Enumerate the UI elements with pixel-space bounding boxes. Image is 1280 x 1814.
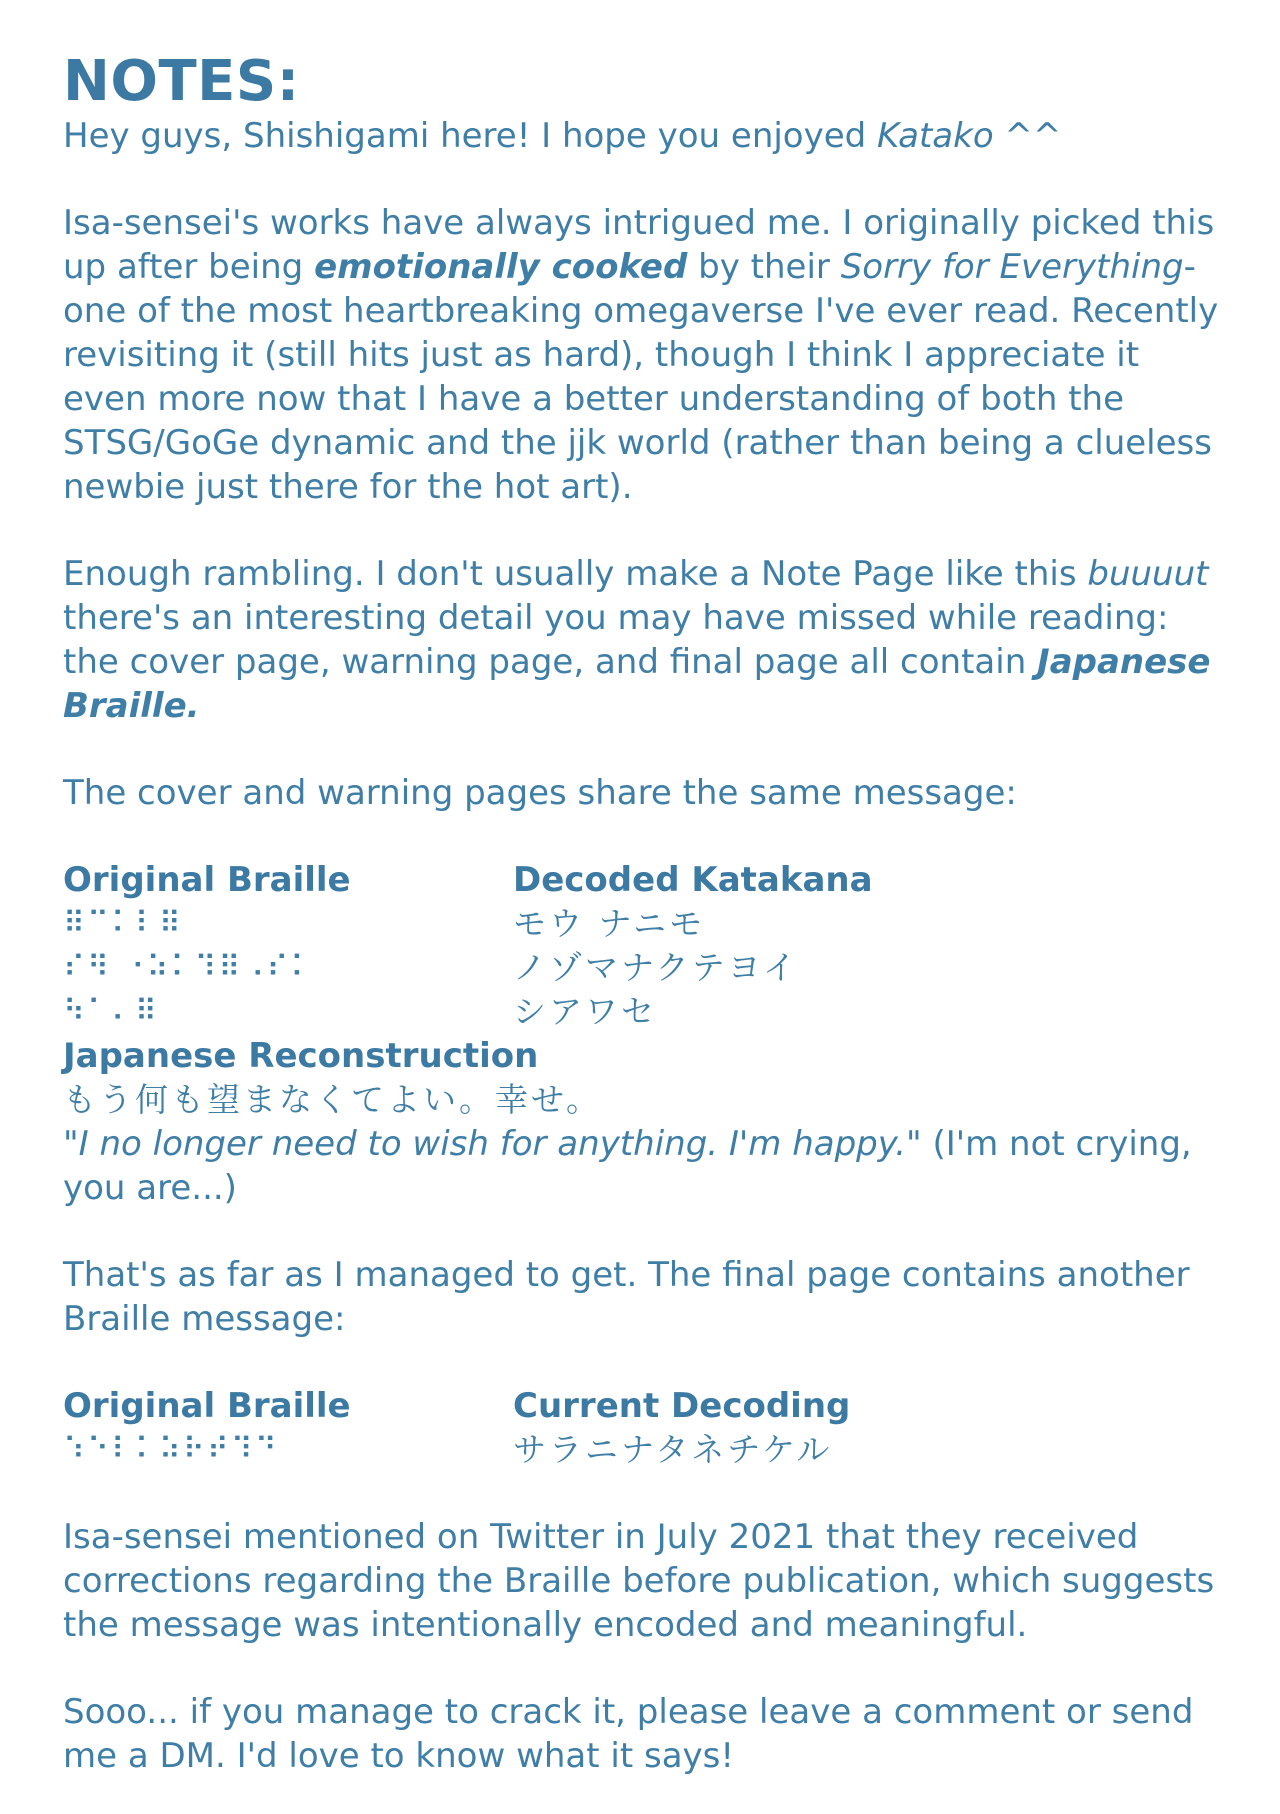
katakana-row: シアワセ	[513, 992, 657, 1031]
braille-row: ⠳⠁⠄⠿	[63, 994, 159, 1029]
col-header-original-braille-2: Original Braille	[63, 1386, 351, 1426]
current-decoding: サラニナタネチケル	[513, 1430, 833, 1469]
katakana-row: ノゾマナクテヨイ	[513, 948, 799, 987]
braille-row: ⠿⠉⠅⠇⠿	[63, 906, 183, 941]
braille-row: ⠎⠻ ⠐⠵⠅⠹⠿⠠⠎⠅	[63, 950, 315, 985]
reconstruction-header: Japanese Reconstruction	[63, 1036, 539, 1076]
col-header-original-braille: Original Braille	[63, 860, 351, 900]
braille-table-1	[63, 858, 1223, 1034]
closing-paragraph: Sooo... if you manage to crack it, please leave a comment or send me a DM. I'd love to know what it says!	[63, 1692, 1194, 1776]
emphasis-text: emotionally cooked	[314, 247, 688, 287]
japanese-braille-emphasis: Japanese Braille.	[63, 642, 1211, 726]
col-header-current-decoding: Current Decoding	[513, 1386, 851, 1426]
braille-table-2	[63, 1384, 1223, 1472]
background-paragraph: Isa-sensei's works have always intrigued me. I originally picked this up after being emotionally cooked by their Sorry for Everything-one of the most heartbreaking omegaverse I've ever read. Recently revisiting it (still hits just as hard), though I think I appreciate it even more now that I have a better understanding of both the STSG/GoGe dynamic and the jjk world (rather than being a clueless newbie just there for the hot art).	[63, 203, 1219, 507]
katakana-row: モウ ナニモ	[513, 904, 706, 943]
col-header-decoded-katakana: Decoded Katakana	[513, 860, 873, 900]
shared-message-paragraph: The cover and warning pages share the same message:	[63, 773, 1017, 813]
japanese-reconstruction: もう何も望まなくてよい。幸せ。	[63, 1080, 603, 1119]
twitter-note-paragraph: Isa-sensei mentioned on Twitter in July 2021 that they received corrections regarding the Braille before publication, which suggests the message was intentionally encoded and meaningful.	[63, 1517, 1215, 1645]
title-katako: Katako	[877, 116, 994, 156]
intro-paragraph: Hey guys, Shishigami here! I hope you enjoyed Katako ^^	[63, 116, 1062, 156]
braille-intro-paragraph: Enough rambling. I don't usually make a Note Page like this buuuut there's an interesting detail you may have missed while reading: the cover page, warning page, and final page all contain Japanese Braille.	[63, 554, 1211, 726]
title-sorry-for-everything: Sorry for Everything	[840, 247, 1184, 287]
final-page-paragraph: That's as far as I managed to get. The final page contains another Braille message:	[63, 1255, 1190, 1339]
page-title: NOTES:	[63, 49, 300, 114]
translation-line: "I no longer need to wish for anything. I'm happy." (I'm not crying, you are...)	[63, 1124, 1192, 1208]
notes-page	[63, 50, 1223, 1778]
braille-row-final: ⠱⠑⠇⠅⠵⠗⠞⠹⠙	[63, 1432, 279, 1467]
